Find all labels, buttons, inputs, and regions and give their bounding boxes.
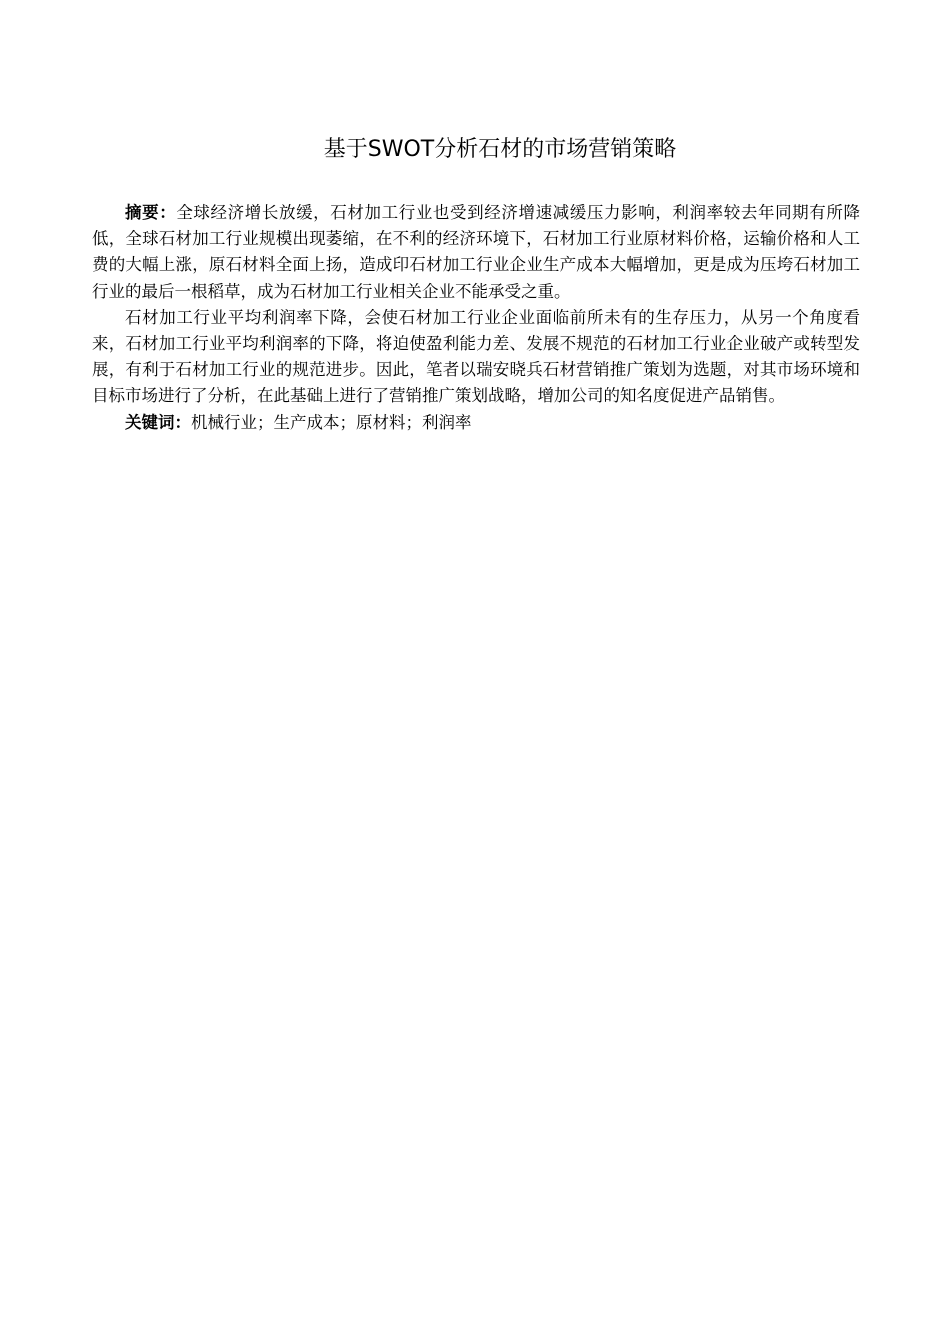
keywords-text: 机械行业；生产成本；原材料；利润率: [191, 412, 472, 432]
keywords-label: 关键词：: [125, 412, 191, 432]
keywords-paragraph: [92, 410, 860, 436]
abstract-label: 摘要：: [125, 203, 177, 222]
body-paragraph: 石材加工行业平均利润率下降，会使石材加工行业企业面临前所未有的生存压力，从另一个角度看来，石材加工行业平均利润率的下降，将迫使盈利能力差、发展不规范的石材加工行业企业破产或转型发展，有利于石材加工行业的规范进步。因此，笔者以瑞安晓兵石材营销推广策划为选题，对其市场环境和目标市场进行了分析，在此基础上进行了营销推广策划战略，增加公司的知名度促进产品销售。: [92, 307, 860, 406]
document-body: [92, 200, 860, 436]
abstract-text: 全球经济增长放缓，石材加工行业也受到经济增速减缓压力影响，利润率较去年同期有所降低，全球石材加工行业规模出现萎缩，在不利的经济环境下，石材加工行业原材料价格，运输价格和人工费的大幅上涨，原石材料全面上扬，造成印石材加工行业企业生产成本大幅增加，更是成为压垮石材加工行业的最后一根稻草，成为石材加工行业相关企业不能承受之重。: [92, 203, 861, 301]
abstract-paragraph: [92, 200, 860, 305]
document-title: 基于SWOT分析石材的市场营销策略: [323, 137, 677, 162]
